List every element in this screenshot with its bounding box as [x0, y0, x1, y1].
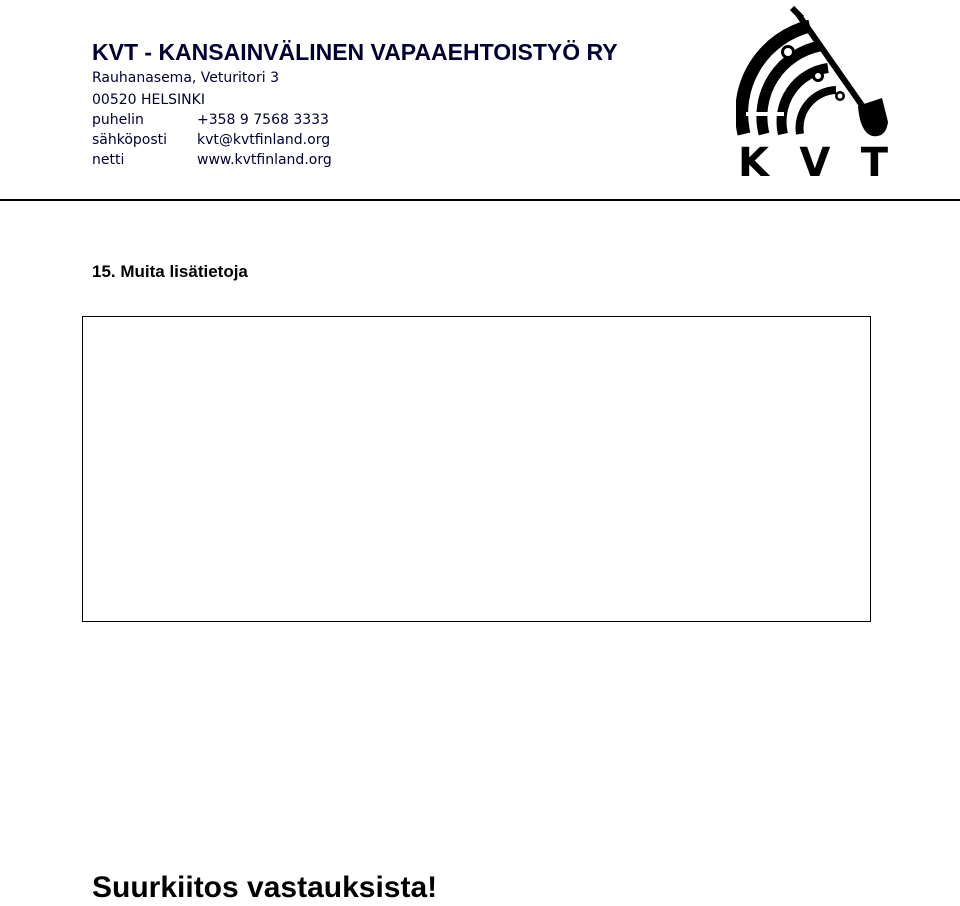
header-divider: [0, 199, 960, 201]
kvt-shovel-logo-icon: [736, 2, 892, 182]
address-postal-city: 00520 HELSINKI: [92, 92, 205, 108]
organization-name: KVT - KANSAINVÄLINEN VAPAAEHTOISTYÖ RY: [92, 39, 618, 65]
contact-web-value[interactable]: www.kvtfinland.org: [197, 152, 332, 168]
contact-email-value[interactable]: kvt@kvtfinland.org: [197, 132, 331, 148]
question-heading: 15. Muita lisätietoja: [92, 262, 248, 281]
contact-phone-value: +358 9 7568 3333: [197, 112, 329, 128]
contact-phone-label: puhelin: [92, 112, 144, 128]
contact-web-label: netti: [92, 152, 125, 168]
answer-textbox[interactable]: [82, 316, 871, 622]
contact-email-label: sähköposti: [92, 132, 168, 148]
logo-wordmark: KVT: [738, 140, 888, 182]
address-street: Rauhanasema, Veturitori 3: [92, 70, 279, 86]
thank-you-message: Suurkiitos vastauksista!: [92, 871, 438, 904]
